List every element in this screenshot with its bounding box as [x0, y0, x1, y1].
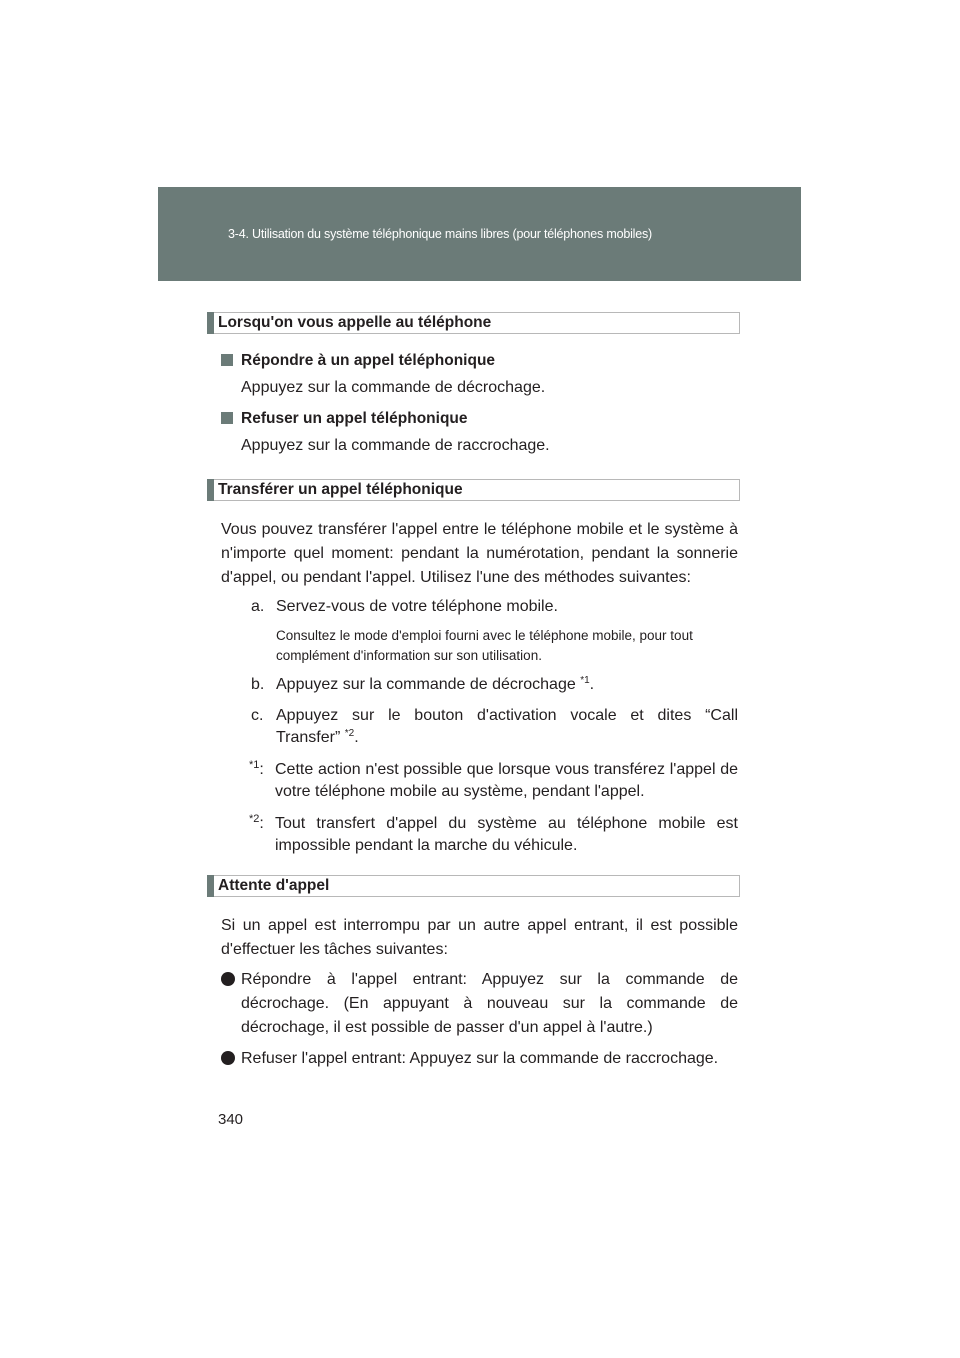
subheading-answer-call: Répondre à un appel téléphonique: [221, 352, 495, 370]
subheading-refuse-call: Refuser un appel téléphonique: [221, 410, 468, 428]
square-bullet-icon: [221, 412, 233, 424]
footnote-1-line-2: votre téléphone mobile au système, pendant l'appel.: [275, 783, 645, 800]
bullet-icon: [221, 1051, 235, 1065]
bullet-2-text: Refuser l'appel entrant: Appuyez sur la commande de raccrochage.: [241, 1050, 719, 1067]
bullet-icon: [221, 972, 235, 986]
step-b-label: b.: [251, 676, 265, 693]
bullet-1-line-2: décrochage. (En appuyant à nouveau sur la commande de: [241, 995, 738, 1012]
section-marker: [207, 312, 214, 334]
refuse-call-text: Appuyez sur la commande de raccrochage.: [241, 437, 550, 454]
step-c-line-2: Transfer” $^{*2}$.: [276, 728, 359, 746]
section-heading-call-waiting: [207, 875, 740, 897]
chapter-header: [158, 187, 801, 281]
section-title: Transférer un appel téléphonique: [218, 481, 463, 498]
footnote-2-line-1: Tout transfert d'appel du système au téléphone mobile est: [275, 815, 738, 832]
footnote-ref-1: *1: [580, 675, 590, 686]
bullet-1-line-1: Répondre à l'appel entrant: Appuyez sur la commande de: [241, 971, 738, 988]
footnote-1-mark: $^{*1}$:: [249, 759, 264, 778]
section-heading-incoming-call: [207, 312, 740, 334]
step-b-text: Appuyez sur la commande de décrochage $^{*1}$.: [276, 675, 595, 693]
section-marker: [207, 875, 214, 897]
footnote-2-line-2: impossible pendant la marche du véhicule.: [275, 837, 578, 854]
step-a-note-line-2: complément d'information sur son utilisation.: [276, 648, 542, 663]
section-marker: [207, 479, 214, 501]
transfer-intro-line-1: Vous pouvez transférer l'appel entre le téléphone mobile et le système à: [221, 521, 738, 538]
step-a-note-line-1: Consultez le mode d'emploi fourni avec le téléphone mobile, pour tout: [276, 628, 693, 643]
bullet-1-line-3: décrochage, il est possible de passer d'un appel à l'autre.): [241, 1019, 653, 1036]
section-heading-transfer-call: [207, 479, 740, 501]
step-a-text: Servez-vous de votre téléphone mobile.: [276, 598, 558, 615]
page-number: 340: [218, 1111, 244, 1128]
square-bullet-icon: [221, 354, 233, 366]
call-waiting-intro-line-2: d'effectuer les tâches suivantes:: [221, 941, 448, 958]
chapter-breadcrumb: 3-4. Utilisation du système téléphonique mains libres (pour téléphones mobiles): [228, 227, 653, 241]
transfer-intro-line-2: n'importe quel moment: pendant la numérotation, pendant la sonnerie: [221, 545, 738, 562]
answer-call-text: Appuyez sur la commande de décrochage.: [241, 379, 546, 396]
section-title: Lorsqu'on vous appelle au téléphone: [218, 314, 492, 331]
step-c-line-1: Appuyez sur le bouton d'activation vocale et dites “Call: [276, 707, 738, 724]
step-c-label: c.: [251, 707, 264, 724]
step-a-label: a.: [251, 598, 265, 615]
footnote-ref-2: *2: [344, 728, 355, 739]
footnote-2-mark: $^{*2}$:: [249, 813, 264, 832]
footnote-1-line-1: Cette action n'est possible que lorsque vous transférez l'appel de: [275, 761, 738, 778]
section-title: Attente d'appel: [218, 877, 330, 894]
transfer-intro-line-3: d'appel, ou pendant l'appel. Utilisez l'une des méthodes suivantes:: [221, 569, 691, 586]
call-waiting-intro-line-1: Si un appel est interrompu par un autre appel entrant, il est possible: [221, 917, 738, 934]
